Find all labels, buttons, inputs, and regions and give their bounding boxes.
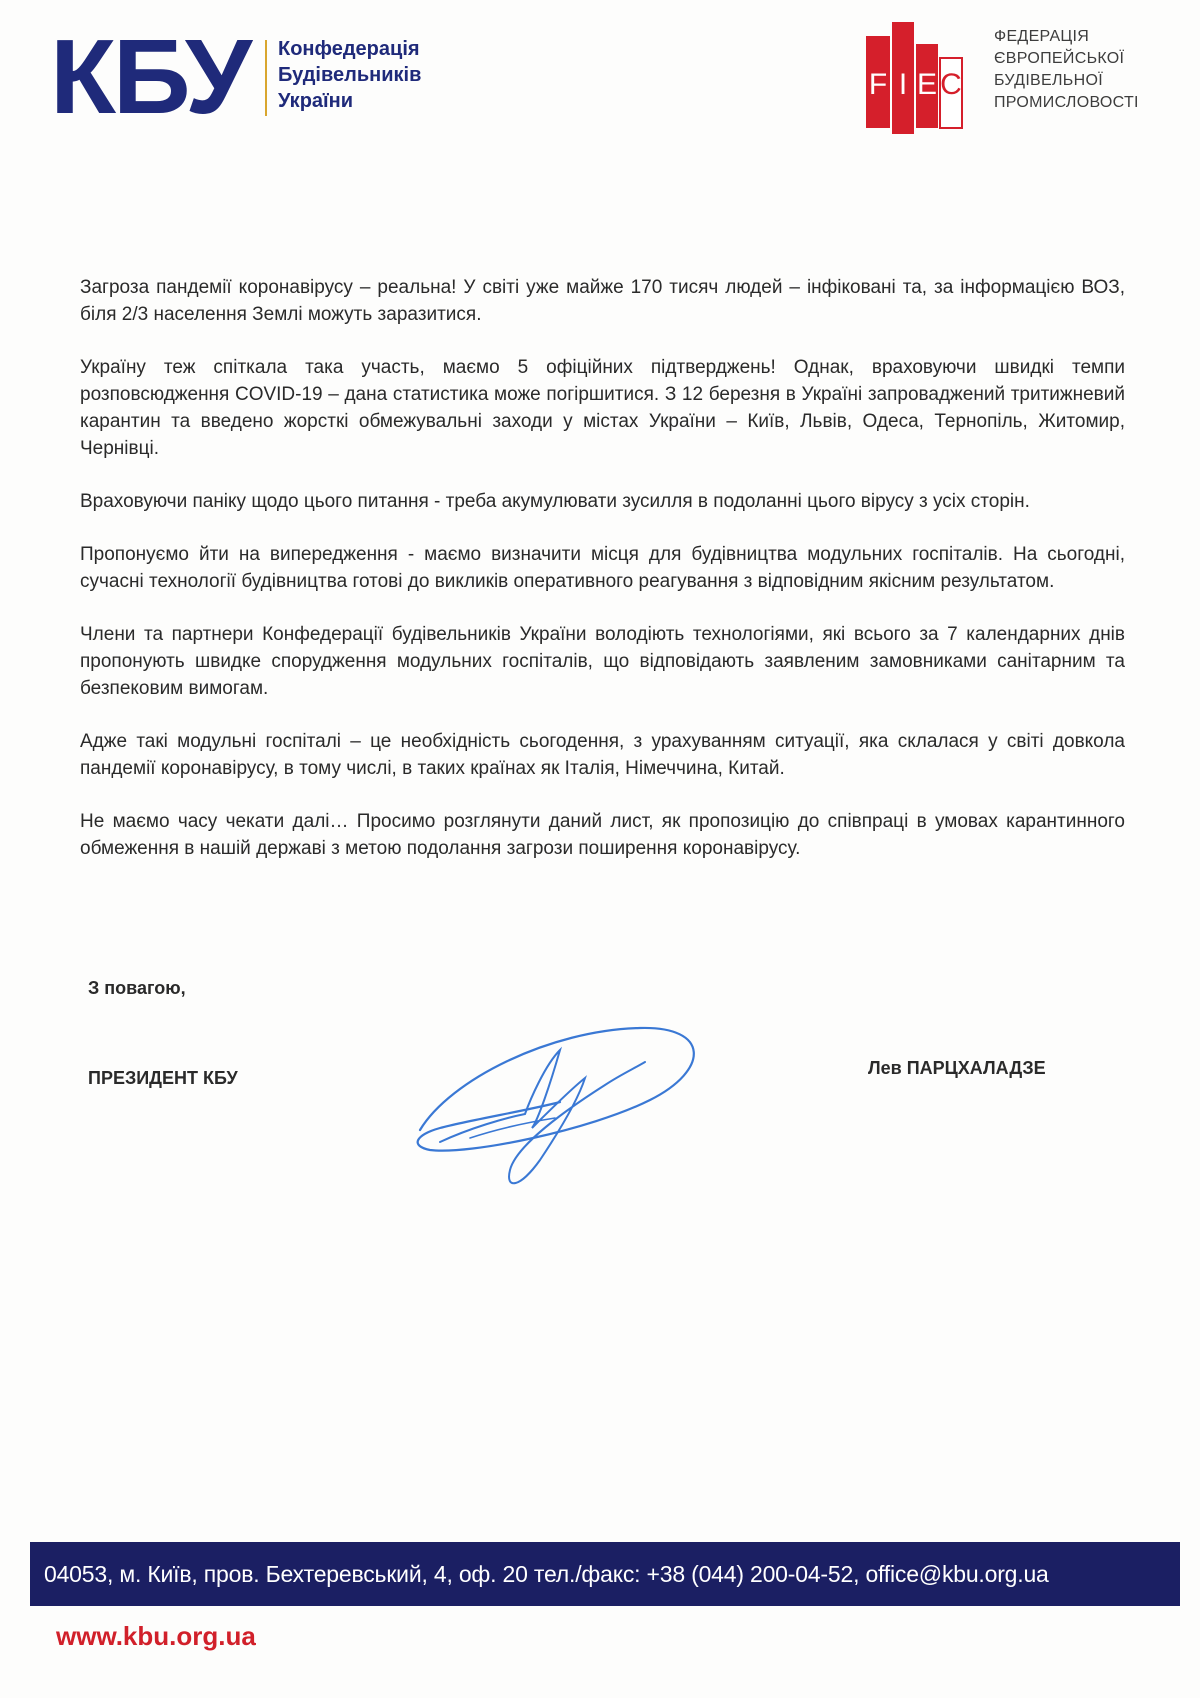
body-paragraph: Не маємо часу чекати далі… Просимо розглянути даний лист, як пропозицію до співпраці в умовах карантинного обмеження в нашій державі з метою подолання загрози поширення коронавірусу. [80,811,1125,859]
footer-contact-address: 04053, м. Київ, пров. Бехтеревський, 4, оф. 20 тел./факс: +38 (044) 200-04-52, office@kbu.org.ua [44,1561,1049,1587]
fiec-name-line: ФЕДЕРАЦІЯ [994,28,1090,45]
kbu-name-line: Будівельників [278,64,422,86]
closing-salutation: З повагою, [88,978,186,998]
fiec-logo [866,22,1186,134]
signatory-name: Лев ПАРЦХАЛАДЗЕ [868,1058,1046,1078]
kbu-logo [50,18,490,136]
kbu-logo-mark: КБУ [50,18,250,136]
letter-body [80,274,1125,888]
fiec-letter: I [898,68,908,101]
handwritten-signature [410,1010,720,1200]
fiec-name-line: ЄВРОПЕЙСЬКОЇ [994,50,1125,67]
body-paragraph: Пропонуємо йти на випередження - маємо визначити місця для будівництва модульних госпіталів. На сьогодні, сучасні технології будівництва готові до викликів оперативного реагування з відповідним якісним результатом. [80,544,1125,592]
fiec-letter: F [868,68,888,101]
body-paragraph: Члени та партнери Конфедерації будівельників України володіють технологіями, які всього за 7 календарних днів пропонують швидке спорудження модульних госпіталів, що відповідають заявленим замовниками санітарним та безпековим вимогам. [80,624,1125,699]
body-paragraph: Україну теж спіткала така участь, маємо 5 офіційних підтверджень! Однак, враховуючи швидкі темпи розповсюдження COVID-19 – дана статистика може погіршитися. З 12 березня в Україні запроваджений тритижневий карантин та введено жорсткі обмежувальні заходи у містах України – Київ, Львів, Одеса, Тернопіль, Житомир, Чернівці. [80,357,1125,459]
fiec-letter: E [916,68,938,101]
fiec-organization-name [994,26,1139,114]
fiec-letter: C [940,68,962,101]
website-link[interactable]: www.kbu.org.ua [56,1621,256,1651]
body-paragraph: Загроза пандемії коронавірусу – реальна! У світі уже майже 170 тисяч людей – інфіковані та, за інформацією ВОЗ, біля 2/3 населення Землі можуть заразитися. [80,277,1125,325]
body-paragraph: Враховуючи паніку щодо цього питання - треба акумулювати зусилля в подоланні цього вірусу з усіх сторін. [80,491,1030,512]
footer-band [30,1542,1180,1606]
kbu-name-line: Конфедерація [278,38,420,60]
kbu-organization-name [278,36,421,114]
fiec-logo-mark [866,22,966,134]
fiec-name-line: ПРОМИСЛОВОСТІ [994,94,1139,111]
signatory-title: ПРЕЗИДЕНТ КБУ [88,1068,238,1088]
kbu-logo-divider [265,40,267,116]
kbu-name-line: України [278,90,354,112]
body-paragraph: Адже такі модульні госпіталі – це необхідність сьогодення, з урахуванням ситуації, яка склалася у світі довкола пандемії коронавірусу, в тому числі, в таких країнах як Італія, Німеччина, Китай. [80,731,1125,779]
fiec-name-line: БУДІВЕЛЬНОЇ [994,72,1103,89]
